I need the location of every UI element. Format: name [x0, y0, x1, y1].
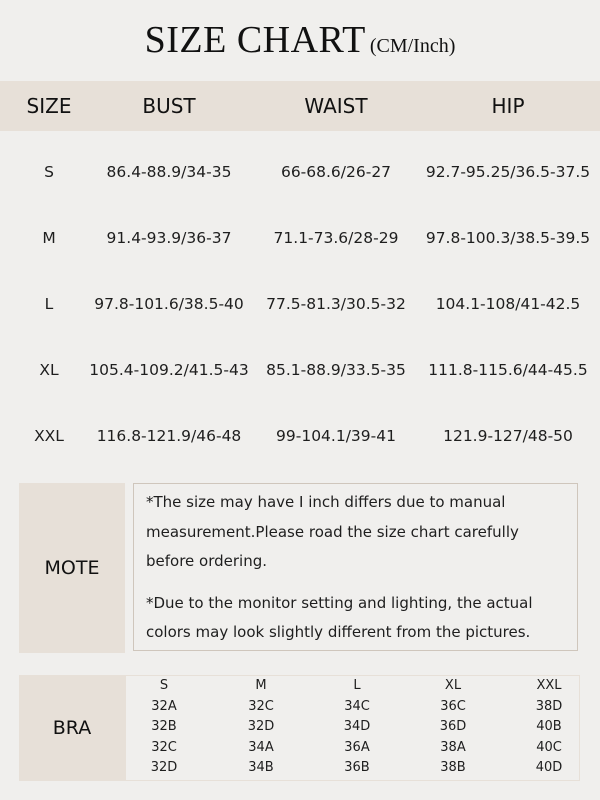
bra-cell: 40B	[536, 719, 562, 735]
cell-size: L	[44, 295, 54, 313]
cell-waist: 99-104.1/39-41	[276, 427, 396, 445]
bra-size-header: XL	[444, 678, 462, 693]
note-box	[133, 483, 578, 651]
header-size: SIZE	[26, 94, 72, 118]
table-row	[0, 289, 600, 319]
cell-size: XXL	[34, 427, 64, 445]
bra-cell: 40D	[535, 760, 563, 776]
cell-hip: 104.1-108/41-42.5	[435, 295, 581, 313]
cell-waist: 85.1-88.9/33.5-35	[266, 361, 406, 379]
bra-cell: 36B	[344, 760, 370, 776]
note-paragraph-1: *The size may have I inch differs due to manual measurement.Please road the size chart carefully before ordering.	[146, 493, 519, 570]
title-main: SIZE CHART	[144, 19, 366, 61]
bra-size-header: L	[353, 678, 361, 693]
bra-table	[125, 675, 580, 781]
bra-column-s	[119, 676, 209, 779]
table-header	[0, 81, 600, 131]
bra-cell: 32A	[151, 698, 177, 714]
cell-bust: 116.8-121.9/46-48	[96, 427, 242, 445]
bra-cell: 38A	[440, 739, 466, 755]
cell-hip: 92.7-95.25/36.5-37.5	[425, 163, 591, 181]
note-label: MOTE	[19, 483, 125, 653]
bra-cell: 34A	[248, 739, 274, 755]
cell-bust: 91.4-93.9/36-37	[106, 229, 232, 247]
cell-hip: 121.9-127/48-50	[443, 427, 573, 445]
bra-cell: 36A	[344, 739, 370, 755]
note-paragraph-2: *Due to the monitor setting and lighting, the actual colors may look slightly different from the pictures.	[146, 593, 533, 641]
table-row	[0, 421, 600, 451]
cell-bust: 86.4-88.9/34-35	[106, 163, 232, 181]
bra-cell: 32D	[150, 760, 178, 776]
bra-column-xl	[408, 676, 498, 779]
bra-cell: 34D	[343, 719, 371, 735]
header-hip: HIP	[491, 94, 525, 118]
header-waist: WAIST	[304, 94, 368, 118]
bra-cell: 34B	[248, 760, 274, 776]
cell-size: M	[42, 229, 56, 247]
page-title	[0, 18, 600, 62]
bra-cell: 38D	[535, 698, 563, 714]
cell-waist: 71.1-73.6/28-29	[273, 229, 399, 247]
header-bust: BUST	[142, 94, 196, 118]
bra-cell: 38B	[440, 760, 466, 776]
cell-hip: 111.8-115.6/44-45.5	[428, 361, 588, 379]
bra-cell: 32D	[247, 719, 275, 735]
cell-hip: 97.8-100.3/38.5-39.5	[425, 229, 591, 247]
bra-cell: 34C	[344, 698, 370, 714]
bra-column-l	[312, 676, 402, 779]
bra-cell: 40C	[536, 739, 562, 755]
bra-cell: 32B	[151, 719, 177, 735]
cell-size: S	[44, 163, 54, 181]
table-row	[0, 157, 600, 187]
bra-size-header: S	[159, 678, 169, 693]
bra-cell: 32C	[151, 739, 177, 755]
bra-column-m	[216, 676, 306, 779]
table-row	[0, 223, 600, 253]
bra-cell: 36C	[440, 698, 466, 714]
cell-waist: 77.5-81.3/30.5-32	[266, 295, 406, 313]
bra-size-header: XXL	[536, 678, 562, 693]
table-row	[0, 355, 600, 385]
cell-bust: 105.4-109.2/41.5-43	[89, 361, 249, 379]
bra-column-xxl	[504, 676, 594, 779]
cell-bust: 97.8-101.6/38.5-40	[94, 295, 244, 313]
bra-cell: 36D	[439, 719, 467, 735]
bra-cell: 32C	[248, 698, 274, 714]
bra-size-header: M	[255, 678, 267, 693]
title-unit: (CM/Inch)	[369, 35, 456, 57]
cell-waist: 66-68.6/26-27	[280, 163, 392, 181]
bra-label: BRA	[19, 675, 125, 781]
cell-size: XL	[39, 361, 59, 379]
